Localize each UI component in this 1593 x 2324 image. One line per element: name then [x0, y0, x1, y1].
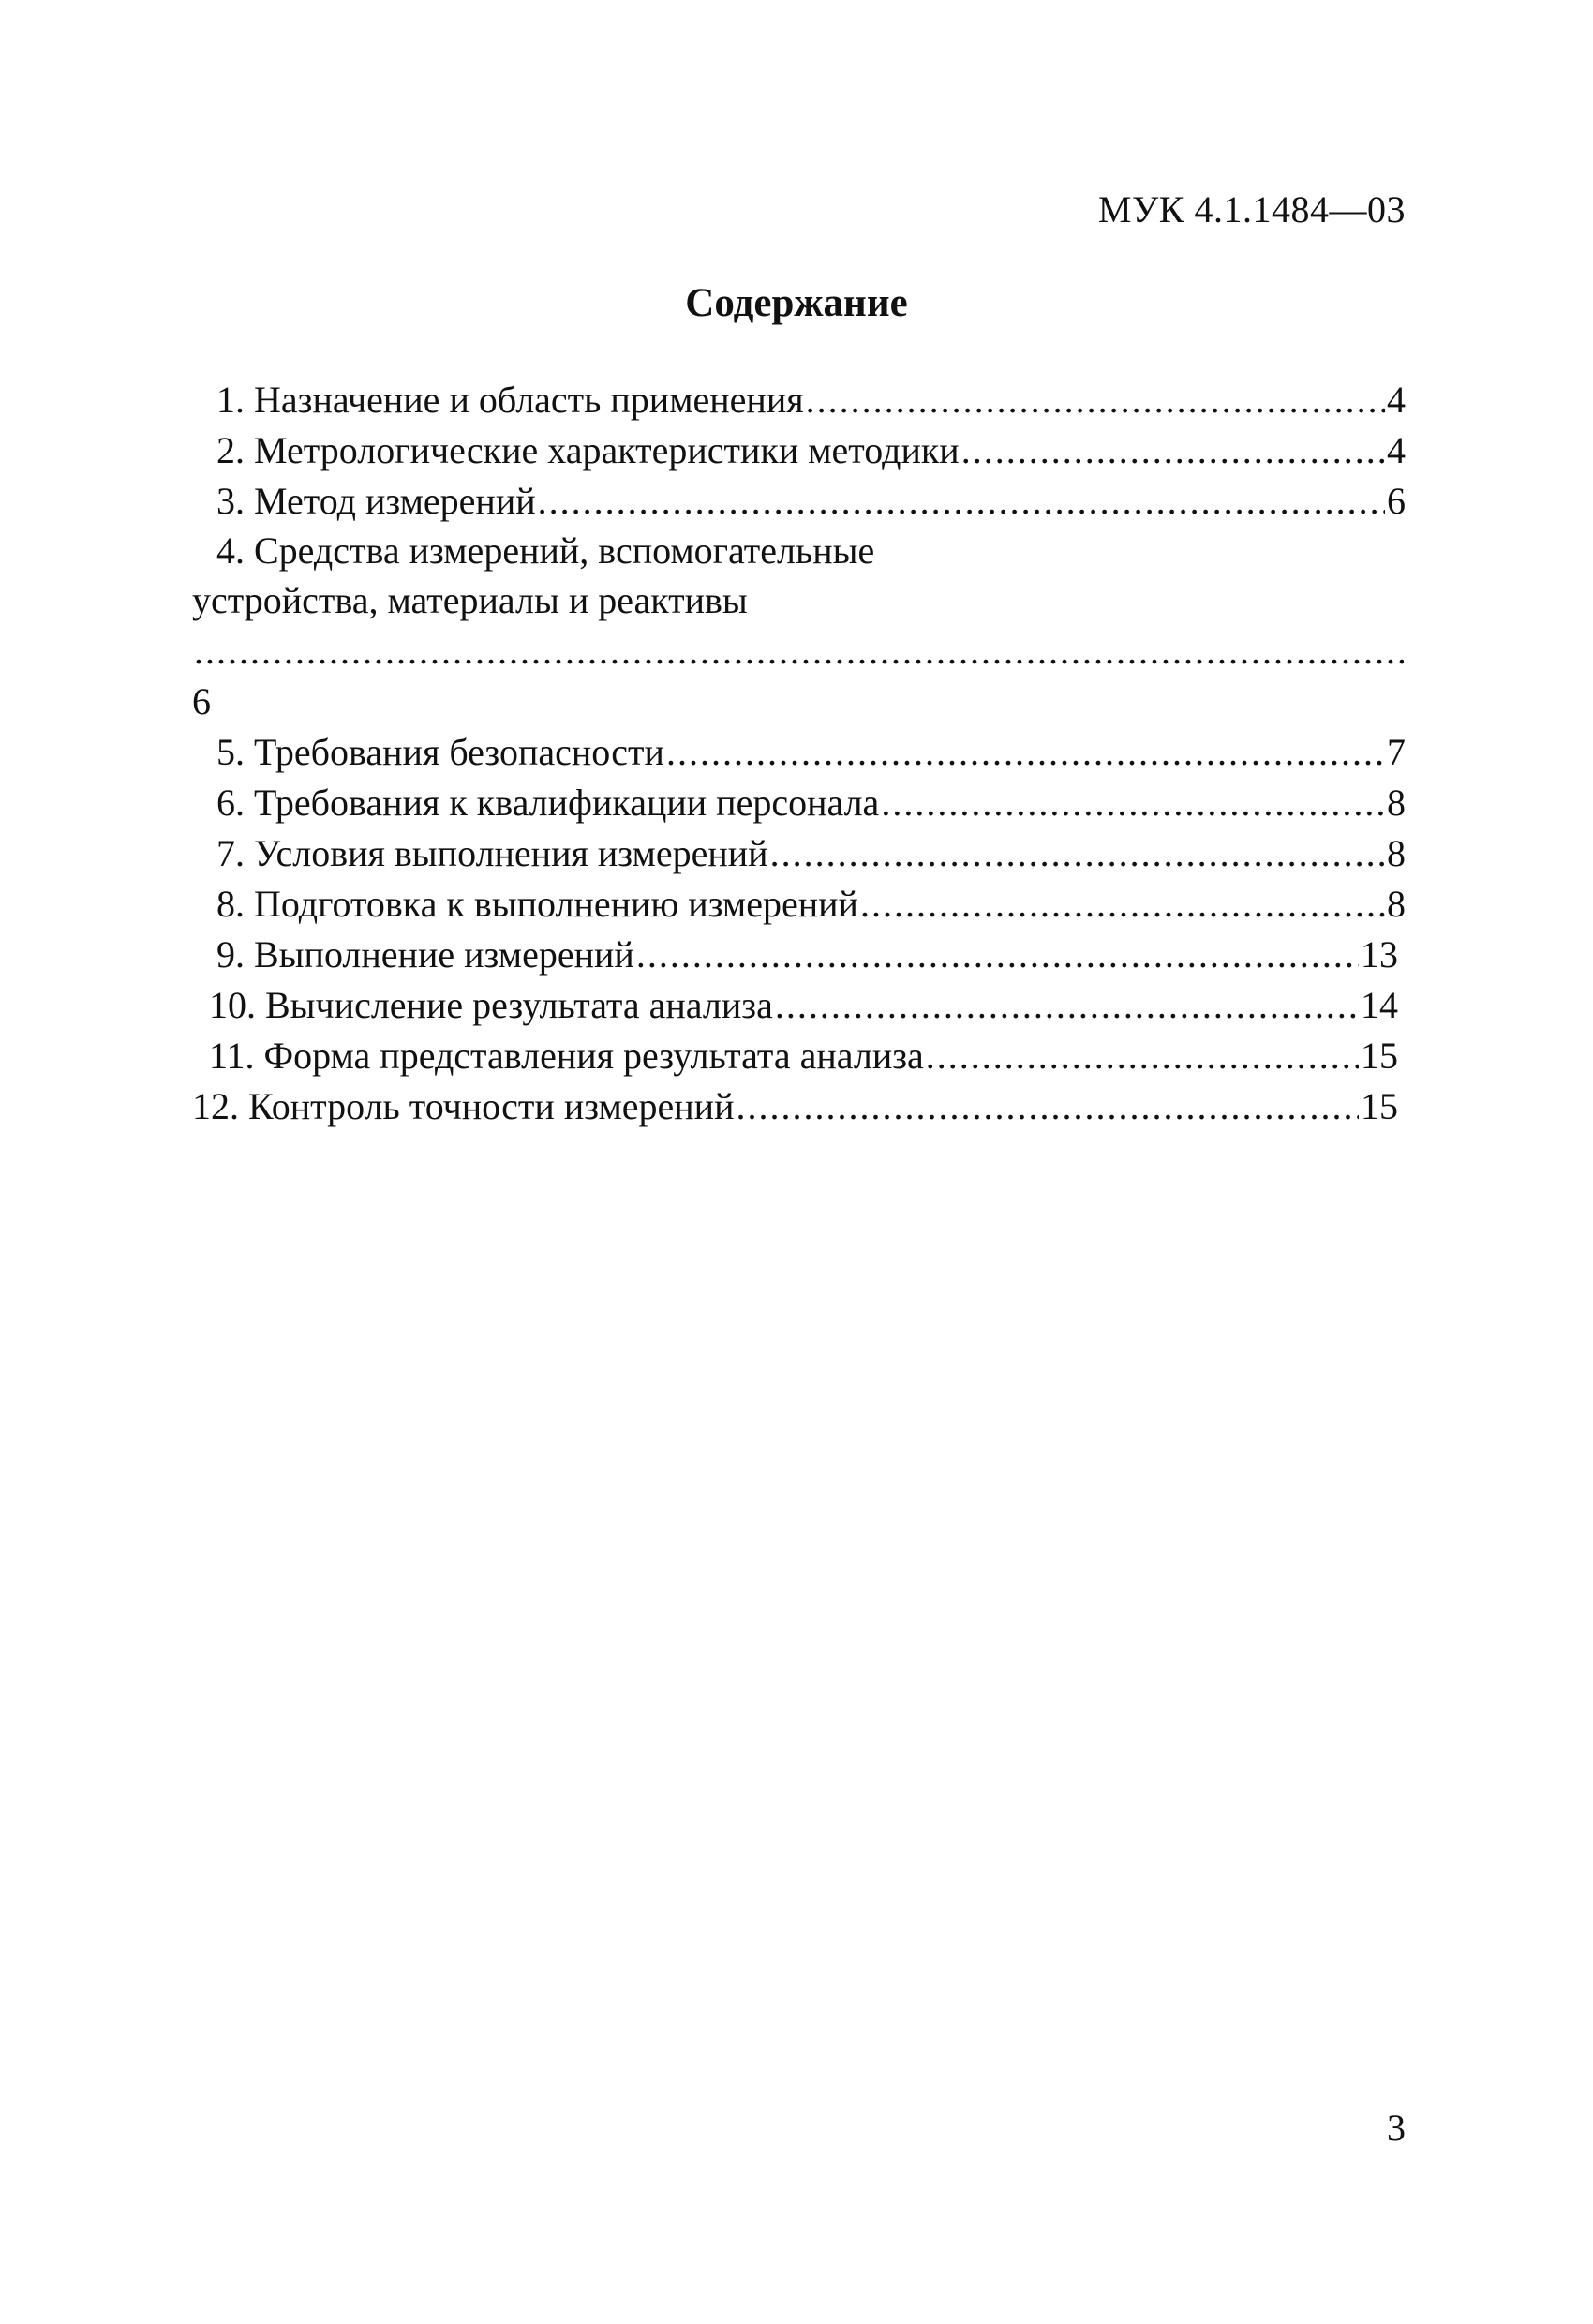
toc-item-label: 7. Условия выполнения измерений [216, 832, 768, 874]
toc-leader-dots [860, 879, 1385, 930]
toc-item[interactable] [192, 778, 1406, 828]
toc-item[interactable] [192, 1031, 1406, 1081]
toc-leader-dots [770, 828, 1385, 879]
toc-item-label: 3. Метод измерений [216, 480, 536, 522]
toc-item-label: 6. Требования к квалификации персонала [216, 782, 880, 824]
toc-item-page: 15 [1361, 1085, 1398, 1127]
toc-leader-dots [926, 1031, 1359, 1081]
toc-leader-dots [194, 626, 1404, 677]
toc-item-page: 6 [192, 680, 211, 723]
toc-item[interactable] [192, 879, 1406, 930]
toc-item[interactable] [192, 828, 1406, 879]
toc-item[interactable] [192, 1081, 1406, 1132]
toc-item-label: 11. Форма представления результата анализа [209, 1035, 924, 1077]
toc-item[interactable] [192, 476, 1406, 527]
toc-leader-dots [806, 375, 1385, 425]
page-number: 3 [1387, 2107, 1406, 2149]
toc-leader-dots [636, 930, 1359, 980]
document-code: МУК 4.1.1484—03 [1097, 188, 1406, 231]
toc-item-page: 13 [1361, 933, 1398, 976]
toc-item-page: 15 [1361, 1035, 1398, 1077]
toc-item[interactable] [192, 980, 1406, 1031]
toc-item-label-line1: 4. Средства измерений, вспомогательные [216, 529, 875, 572]
toc-leader-dots [666, 727, 1385, 778]
toc-item-label: 2. Метрологические характеристики методики [216, 429, 960, 471]
toc-title: Содержание [685, 281, 908, 325]
toc-item-page: 4 [1387, 379, 1406, 421]
toc-item-label: 12. Контроль точности измерений [192, 1085, 735, 1127]
toc-leader-dots [538, 476, 1385, 527]
toc-item-page: 14 [1361, 984, 1398, 1026]
toc-item-label: 5. Требования безопасности [216, 731, 664, 773]
toc-leader-dots [881, 778, 1385, 828]
table-of-contents [192, 375, 1406, 1132]
toc-item-page: 8 [1387, 782, 1406, 824]
toc-item-label: 8. Подготовка к выполнению измерений [216, 883, 858, 925]
toc-item-label-line2: устройства, материалы и реактивы [192, 579, 748, 621]
toc-item-page: 6 [1387, 480, 1406, 522]
toc-leader-dots [775, 980, 1359, 1031]
toc-item-page: 4 [1387, 429, 1406, 471]
toc-item-label: 10. Вычисление результата анализа [209, 984, 773, 1026]
toc-item-label: 1. Назначение и область применения [216, 379, 804, 421]
toc-item[interactable] [192, 425, 1406, 476]
toc-item-page: 8 [1387, 883, 1406, 925]
toc-item[interactable] [192, 375, 1406, 425]
toc-item-label: 9. Выполнение измерений [216, 933, 634, 976]
toc-item-page: 7 [1387, 731, 1406, 773]
toc-item[interactable] [192, 727, 1406, 778]
toc-item-page: 8 [1387, 832, 1406, 874]
toc-item[interactable] [192, 527, 1406, 727]
toc-leader-dots [737, 1081, 1360, 1132]
toc-leader-dots [961, 425, 1385, 476]
toc-item[interactable] [192, 930, 1406, 980]
